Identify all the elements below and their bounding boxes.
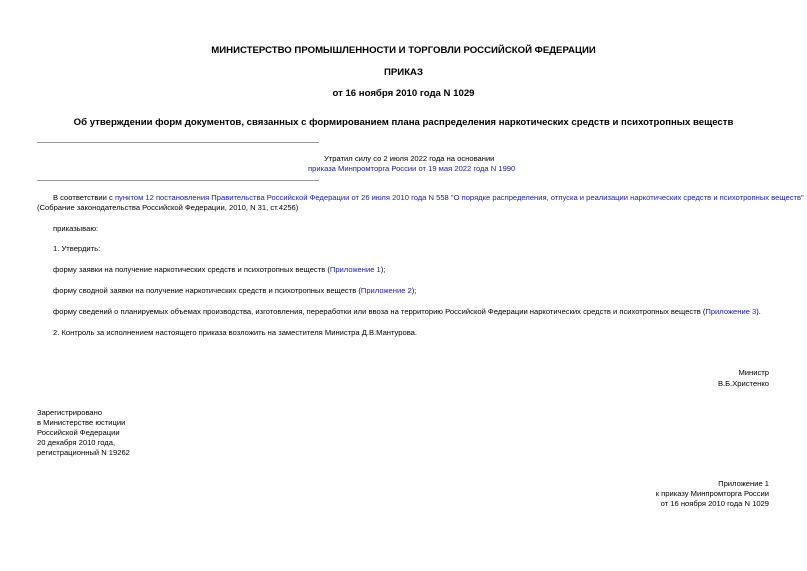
form-2-line — [53, 286, 416, 296]
notice-text: Утратил силу со 2 июля 2022 года на основании — [324, 154, 495, 163]
registration-line-5: регистрационный N 19262 — [37, 448, 130, 457]
form-2-text: форму сводной заявки на получение наркотических средств и психотропных веществ ( — [53, 286, 361, 295]
appendix-line-1: Приложение 1 — [718, 479, 769, 488]
registration-line-1: Зарегистрировано — [37, 408, 103, 417]
orders-text: приказываю: — [53, 224, 99, 233]
basis-paragraph — [53, 193, 804, 203]
basis-prefix: В соответствии с — [53, 193, 115, 202]
item-2: 2. Контроль за исполнением настоящего приказа возложить на заместителя Министра Д.В.Мантурова. — [53, 328, 417, 337]
basis-source: (Собрание законодательства Российской Федерации, 2010, N 31, ст.4256) — [37, 203, 299, 212]
form-1-line — [53, 265, 385, 275]
form-3-text: форму сведений о планируемых объемах производства, изготовления, переработки или ввоза на территорию Российской Федерации наркотических средств и психотропных веществ ( — [53, 307, 706, 316]
signature-position: Министр — [738, 368, 769, 377]
basis-link[interactable]: пунктом 12 постановления Правительства Российской Федерации от 26 июля 2010 года N 558 "О порядке распределения, отпуска и реализации наркотических средств и психотропных веществ" — [114, 193, 804, 202]
appendix-2-link[interactable]: Приложение 2 — [360, 286, 412, 295]
notice-link[interactable]: приказа Минпромторга России от 19 мая 2022 года N 1990 — [308, 164, 516, 173]
signature-name: В.Б.Христенко — [717, 379, 769, 388]
form-2-close: ); — [411, 286, 417, 295]
notice-top-rule — [37, 142, 319, 143]
appendix-1-link[interactable]: Приложение 1 — [329, 265, 381, 274]
form-1-text: форму заявки на получение наркотических средств и психотропных веществ ( — [53, 265, 330, 274]
notice-bottom-rule — [37, 180, 319, 181]
appendix-line-2: к приказу Минпромторга России — [655, 489, 769, 498]
registration-line-4: 20 декабря 2010 года, — [37, 438, 116, 447]
appendix-3-link[interactable]: Приложение 3 — [705, 307, 757, 316]
item-1: 1. Утвердить: — [53, 244, 101, 253]
ministry-heading: МИНИСТЕРСТВО ПРОМЫШЛЕННОСТИ И ТОРГОВЛИ РОССИЙСКОЙ ФЕДЕРАЦИИ — [211, 45, 596, 56]
form-3-close: ). — [756, 307, 761, 316]
form-3-line — [53, 307, 761, 317]
order-heading: ПРИКАЗ — [384, 67, 423, 78]
registration-line-2: в Министерстве юстиции — [37, 418, 126, 427]
order-date: от 16 ноября 2010 года N 1029 — [332, 88, 475, 99]
document-title: Об утверждении форм документов, связанных с формированием плана распределения наркотических средств и психотропных веществ — [73, 117, 734, 128]
registration-line-3: Российской Федерации — [37, 428, 120, 437]
form-1-close: ); — [380, 265, 386, 274]
appendix-line-3: от 16 ноября 2010 года N 1029 — [660, 499, 769, 508]
